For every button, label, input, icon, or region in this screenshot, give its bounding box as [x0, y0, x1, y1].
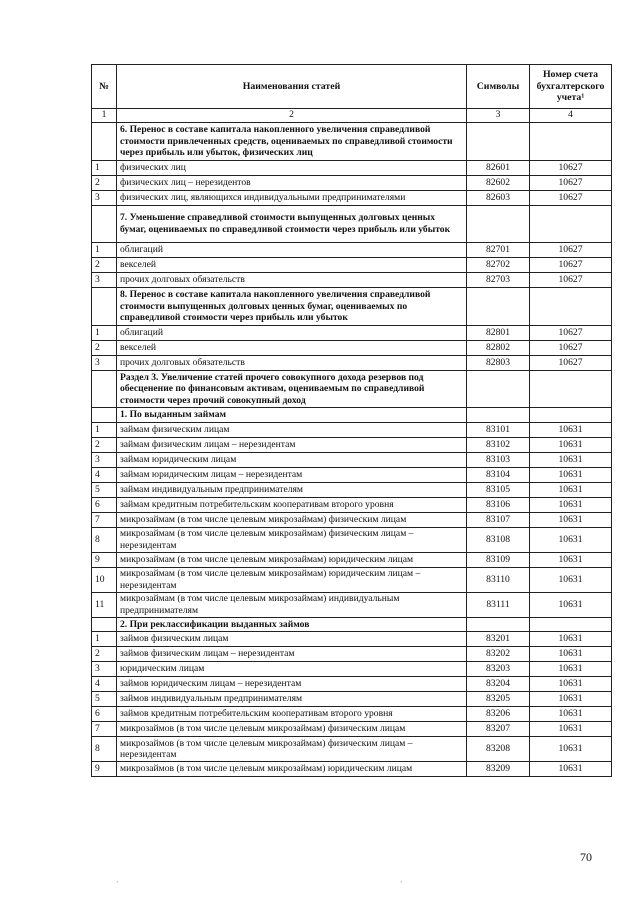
row-number: 2: [92, 258, 117, 273]
row-account: 10631: [530, 662, 612, 677]
scan-mark: `: [116, 880, 119, 889]
table-row: [92, 467, 612, 482]
row-number: 1: [92, 325, 117, 340]
row-account: 10631: [530, 482, 612, 497]
row-number: 10: [92, 567, 117, 592]
section-row: [92, 408, 612, 423]
row-symbol: 82602: [467, 175, 530, 190]
row-name: займам индивидуальным предпринимателям: [117, 482, 467, 497]
row-account: 10627: [530, 325, 612, 340]
row-name: физических лиц, являющихся индивидуальными предпринимателями: [117, 190, 467, 205]
section-number-cell: [92, 370, 117, 408]
section-title: 6. Перенос в составе капитала накопленного увеличения справедливой стоимости привлеченных средств, оцениваемых по справедливой стоимости через прибыль или убыток, физических лиц: [117, 123, 467, 161]
table-row: [92, 273, 612, 288]
row-number: 9: [92, 552, 117, 567]
section-title: 2. При реклассификации выданных займов: [117, 617, 467, 632]
row-name: займов физическим лицам: [117, 632, 467, 647]
row-symbol: 83209: [467, 762, 530, 777]
table-row: [92, 355, 612, 370]
row-account: 10627: [530, 273, 612, 288]
row-symbol: 82703: [467, 273, 530, 288]
row-name: микрозаймам (в том числе целевым микрозаймам) юридическим лицам: [117, 552, 467, 567]
table-row: [92, 512, 612, 527]
row-number: 11: [92, 592, 117, 617]
section-number-cell: [92, 123, 117, 161]
row-symbol: 83101: [467, 422, 530, 437]
row-number: 1: [92, 243, 117, 258]
row-name: прочих долговых обязательств: [117, 273, 467, 288]
row-account: 10631: [530, 512, 612, 527]
row-name: займов кредитным потребительским кооперативам второго уровня: [117, 707, 467, 722]
row-name: микрозаймам (в том числе целевым микрозаймам) индивидуальным предпринимателям: [117, 592, 467, 617]
row-name: векселей: [117, 340, 467, 355]
row-symbol: 83106: [467, 497, 530, 512]
row-number: 5: [92, 482, 117, 497]
header-name: Наименования статей: [117, 65, 467, 109]
column-index-row: [92, 109, 612, 123]
row-symbol: 83208: [467, 737, 530, 762]
row-name: займов индивидуальным предпринимателям: [117, 692, 467, 707]
table-row: [92, 325, 612, 340]
header-symbol: Символы: [467, 65, 530, 109]
table-row: [92, 190, 612, 205]
row-symbol: 82701: [467, 243, 530, 258]
header-number: №: [92, 65, 117, 109]
row-name: физических лиц: [117, 160, 467, 175]
row-name: займам физическим лицам – нерезидентам: [117, 437, 467, 452]
row-symbol: 83203: [467, 662, 530, 677]
row-name: микрозаймов (в том числе целевым микрозаймам) физическим лицам: [117, 722, 467, 737]
row-account: 10631: [530, 467, 612, 482]
index-1: 1: [92, 109, 117, 123]
section-account-cell: [530, 408, 612, 423]
section-account-cell: [530, 288, 612, 326]
row-account: 10627: [530, 340, 612, 355]
row-symbol: 83207: [467, 722, 530, 737]
section-account-cell: [530, 370, 612, 408]
row-number: 1: [92, 632, 117, 647]
index-2: 2: [117, 109, 467, 123]
row-symbol: 82603: [467, 190, 530, 205]
row-account: 10631: [530, 707, 612, 722]
section-number-cell: [92, 408, 117, 423]
section-title: 8. Перенос в составе капитала накопленного увеличения справедливой стоимости выпущенных долговых ценных бумаг, оцениваемых по справедливой стоимости через прибыль или убыток: [117, 288, 467, 326]
row-account: 10631: [530, 722, 612, 737]
row-number: 1: [92, 422, 117, 437]
row-name: облигаций: [117, 243, 467, 258]
row-symbol: 82801: [467, 325, 530, 340]
table-row: [92, 592, 612, 617]
page-number: 70: [580, 850, 592, 864]
row-account: 10631: [530, 692, 612, 707]
section-title: 7. Уменьшение справедливой стоимости выпущенных долговых ценных бумаг, оцениваемых по справедливой стоимости через прибыль или убыток: [117, 205, 467, 243]
row-number: 7: [92, 722, 117, 737]
row-account: 10627: [530, 175, 612, 190]
table-row: [92, 243, 612, 258]
section-account-cell: [530, 205, 612, 243]
row-account: 10631: [530, 762, 612, 777]
row-number: 3: [92, 662, 117, 677]
row-account: 10631: [530, 552, 612, 567]
row-number: 4: [92, 677, 117, 692]
table-row: [92, 647, 612, 662]
row-name: физических лиц – нерезидентов: [117, 175, 467, 190]
section-symbol-cell: [467, 408, 530, 423]
row-symbol: 83102: [467, 437, 530, 452]
row-symbol: 83204: [467, 677, 530, 692]
row-number: 8: [92, 527, 117, 552]
section-title: 1. По выданным займам: [117, 408, 467, 423]
table-row: [92, 762, 612, 777]
table-row: [92, 437, 612, 452]
row-account: 10627: [530, 355, 612, 370]
row-account: 10631: [530, 632, 612, 647]
table-header-row: [92, 65, 612, 109]
scan-mark: `: [400, 880, 403, 889]
row-number: 3: [92, 355, 117, 370]
table-row: [92, 552, 612, 567]
row-account: 10631: [530, 452, 612, 467]
table-row: [92, 707, 612, 722]
row-account: 10631: [530, 647, 612, 662]
row-account: 10627: [530, 243, 612, 258]
row-number: 3: [92, 273, 117, 288]
row-number: 2: [92, 647, 117, 662]
table-row: [92, 482, 612, 497]
section-number-cell: [92, 205, 117, 243]
row-number: 1: [92, 160, 117, 175]
table-row: [92, 497, 612, 512]
section-row: [92, 288, 612, 326]
index-4: 4: [530, 109, 612, 123]
table-row: [92, 737, 612, 762]
row-symbol: 83111: [467, 592, 530, 617]
row-account: 10627: [530, 190, 612, 205]
row-name: прочих долговых обязательств: [117, 355, 467, 370]
table-row: [92, 527, 612, 552]
table-row: [92, 677, 612, 692]
row-symbol: 83202: [467, 647, 530, 662]
row-name: микрозаймам (в том числе целевым микрозаймам) физическим лицам: [117, 512, 467, 527]
row-number: 3: [92, 190, 117, 205]
row-symbol: 83206: [467, 707, 530, 722]
row-name: облигаций: [117, 325, 467, 340]
section-number-cell: [92, 617, 117, 632]
row-number: 4: [92, 467, 117, 482]
row-account: 10627: [530, 160, 612, 175]
row-symbol: 82802: [467, 340, 530, 355]
row-account: 10627: [530, 258, 612, 273]
section-symbol-cell: [467, 370, 530, 408]
section-title: Раздел 3. Увеличение статей прочего совокупного дохода резервов под обесценение по финансовым активам, оцениваемым по справедливой стоимости через прочий совокупный доход: [117, 370, 467, 408]
section-row: [92, 205, 612, 243]
table-row: [92, 258, 612, 273]
row-account: 10631: [530, 567, 612, 592]
row-symbol: 83109: [467, 552, 530, 567]
row-name: займов юридическим лицам – нерезидентам: [117, 677, 467, 692]
row-name: займам кредитным потребительским кооперативам второго уровня: [117, 497, 467, 512]
row-account: 10631: [530, 497, 612, 512]
row-name: займов физическим лицам – нерезидентам: [117, 647, 467, 662]
table-row: [92, 422, 612, 437]
row-number: 6: [92, 707, 117, 722]
row-account: 10631: [530, 677, 612, 692]
row-account: 10631: [530, 437, 612, 452]
section-row: [92, 617, 612, 632]
row-name: микрозаймам (в том числе целевым микрозаймам) физическим лицам – нерезидентам: [117, 527, 467, 552]
row-number: 2: [92, 175, 117, 190]
index-3: 3: [467, 109, 530, 123]
section-account-cell: [530, 617, 612, 632]
table-row: [92, 567, 612, 592]
header-account: Номер счета бухгалтерского учета¹: [530, 65, 612, 109]
row-number: 7: [92, 512, 117, 527]
table-row: [92, 452, 612, 467]
section-symbol-cell: [467, 123, 530, 161]
row-name: займам физическим лицам: [117, 422, 467, 437]
row-symbol: 83105: [467, 482, 530, 497]
section-symbol-cell: [467, 205, 530, 243]
table-row: [92, 340, 612, 355]
row-name: юридическим лицам: [117, 662, 467, 677]
section-number-cell: [92, 288, 117, 326]
row-name: микрозаймов (в том числе целевым микрозаймам) физическим лицам – нерезидентам: [117, 737, 467, 762]
row-symbol: 82702: [467, 258, 530, 273]
row-account: 10631: [530, 592, 612, 617]
row-number: 5: [92, 692, 117, 707]
table-row: [92, 722, 612, 737]
row-number: 2: [92, 437, 117, 452]
row-symbol: 83107: [467, 512, 530, 527]
section-account-cell: [530, 123, 612, 161]
row-name: векселей: [117, 258, 467, 273]
row-symbol: 83104: [467, 467, 530, 482]
accounts-table: [91, 64, 612, 777]
row-number: 2: [92, 340, 117, 355]
row-symbol: 83103: [467, 452, 530, 467]
section-row: [92, 370, 612, 408]
row-name: займам юридическим лицам: [117, 452, 467, 467]
row-number: 9: [92, 762, 117, 777]
table-row: [92, 632, 612, 647]
row-symbol: 83108: [467, 527, 530, 552]
section-symbol-cell: [467, 288, 530, 326]
row-account: 10631: [530, 422, 612, 437]
table-row: [92, 692, 612, 707]
table-row: [92, 175, 612, 190]
row-name: микрозаймов (в том числе целевым микрозаймам) юридическим лицам: [117, 762, 467, 777]
row-symbol: 82601: [467, 160, 530, 175]
row-account: 10631: [530, 527, 612, 552]
row-number: 8: [92, 737, 117, 762]
row-symbol: 83205: [467, 692, 530, 707]
section-row: [92, 123, 612, 161]
row-number: 3: [92, 452, 117, 467]
row-symbol: 83110: [467, 567, 530, 592]
row-number: 6: [92, 497, 117, 512]
row-symbol: 82803: [467, 355, 530, 370]
row-account: 10631: [530, 737, 612, 762]
table-row: [92, 662, 612, 677]
row-name: займам юридическим лицам – нерезидентам: [117, 467, 467, 482]
row-name: микрозаймам (в том числе целевым микрозаймам) юридическим лицам – нерезидентам: [117, 567, 467, 592]
row-symbol: 83201: [467, 632, 530, 647]
section-symbol-cell: [467, 617, 530, 632]
table-row: [92, 160, 612, 175]
